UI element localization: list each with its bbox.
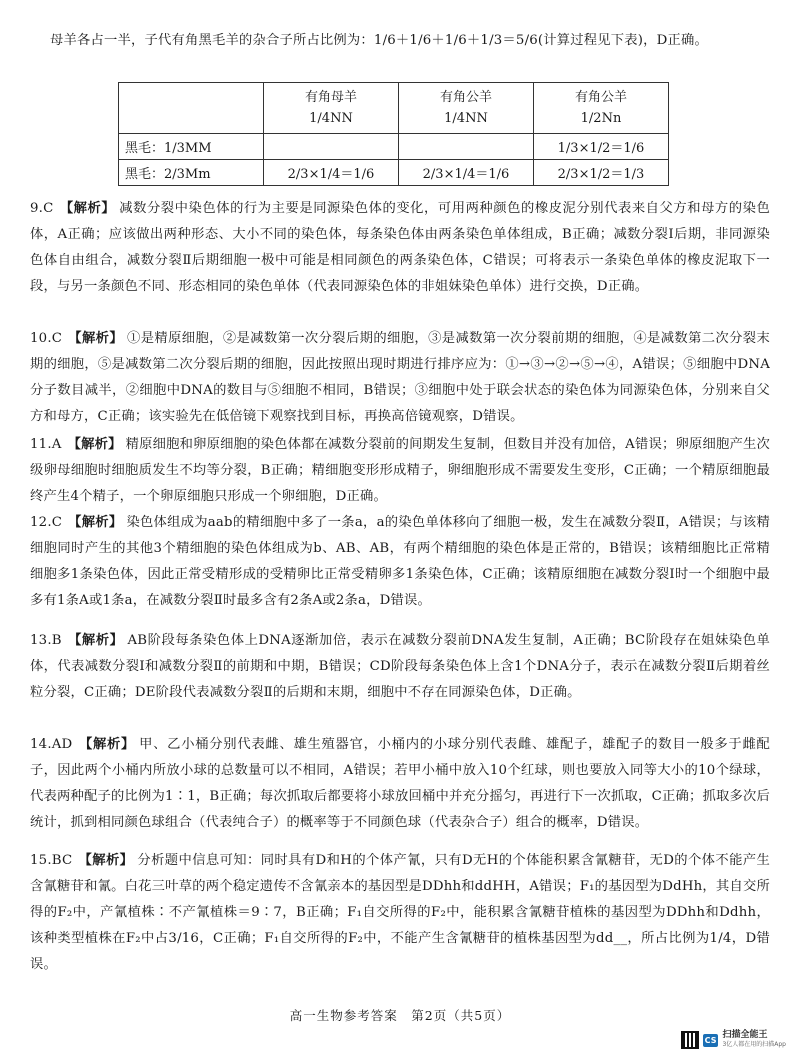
table-cell (264, 134, 399, 160)
analysis-tag: 【解析】 (68, 515, 123, 530)
item-text: 精原细胞和卵原细胞的染色体都在减数分裂前的间期发生复制，但数目并没有加倍，A错误；卵原细胞产生次级卵母细胞时细胞质发生不均等分裂，B正确；精细胞变形形成精子，卵细胞形成不需要发生变形，C正确；一个精原细胞最终产生4个精子，一个卵原细胞只形成一个卵细胞，D正确。 (30, 437, 770, 504)
item-answer: C (43, 201, 54, 216)
table-header-cell (264, 83, 399, 134)
item-answer: C (51, 331, 63, 346)
table-cell: 1/3×1/2＝1/6 (534, 134, 669, 160)
scanner-watermark (681, 1030, 786, 1050)
table-row-label: 黑毛：1/3MM (119, 134, 264, 160)
answer-item-15 (30, 848, 770, 978)
item-number: 9. (30, 201, 44, 216)
header-text: 有角公羊 1/2Nn (574, 90, 627, 126)
analysis-tag: 【解析】 (68, 331, 124, 346)
answer-item-10 (30, 326, 770, 430)
analysis-tag: 【解析】 (67, 437, 122, 452)
answer-item-13 (30, 628, 770, 706)
answer-item-11 (30, 432, 770, 510)
analysis-tag: 【解析】 (67, 633, 124, 648)
item-answer: B (51, 633, 62, 648)
camscanner-logo-icon: CS (704, 1035, 717, 1045)
item-number: 12. (30, 515, 52, 530)
table-header-row (119, 83, 669, 134)
item-text: ①是精原细胞，②是减数第一次分裂后期的细胞，③是减数第一次分裂前期的细胞，④是减数第二次分裂末期的细胞，⑤是减数第二次分裂后期的细胞，因此按照出现时期进行排序应为：①→③→②→⑤→④，A错误；⑤细胞中DNA分子数目减半，②细胞中DNA的数目与⑤细胞不相同，B错误；③细胞中处于联会状态的染色体为同源染色体，分别来自父方和母方，C正确；该实验先在低倍镜下观察找到目标，再换高倍镜观察，D错误。 (30, 331, 770, 424)
table-row-label: 黑毛：2/3Mm (119, 160, 264, 186)
table-header-cell (119, 83, 264, 134)
item-text: AB阶段每条染色体上DNA逐渐加倍，表示在减数分裂前DNA发生复制，A正确；BC阶段存在姐妹染色单体，代表减数分裂Ⅰ和减数分裂Ⅱ的前期和中期，B错误；CD阶段每条染色体上含1个DNA分子，表示在减数分裂Ⅱ后期着丝粒分裂，C正确；DE阶段代表减数分裂Ⅱ的后期和末期，细胞中不存在同源染色体，D正确。 (30, 633, 771, 700)
item-number: 14. (30, 737, 52, 752)
item-number: 11. (30, 437, 52, 452)
calculation-table (118, 82, 669, 186)
item-number: 13. (30, 633, 52, 648)
answer-item-12 (30, 510, 770, 614)
watermark-title: 扫描全能王 (722, 1030, 768, 1040)
analysis-tag: 【解析】 (78, 737, 136, 752)
table-header-cell (399, 83, 534, 134)
table-row (119, 134, 669, 160)
analysis-tag: 【解析】 (78, 853, 134, 868)
item-text: 分析题中信息可知：同时具有D和H的个体产氰，只有D无H的个体能积累含氰糖苷，无D的个体不能产生含氰糖苷和氰。白花三叶草的两个稳定遗传不含氰亲本的基因型是DDhh和ddHH，A错误；F₁的基因型为DdHh，其自交所得的F₂中，产氰植株∶不产氰植株＝9∶7，B正确；F₁自交所得的F₂中，能积累含氰糖苷植株的基因型为DDhh和Ddhh，该种类型植株在F₂中占3/16，C正确；F₁自交所得的F₂中，不能产生含氰糖苷的植株基因型为dd__，所占比例为1/4，D错误。 (30, 853, 770, 972)
qr-code-icon (681, 1031, 699, 1049)
watermark-subtitle: 3亿人都在用的扫描App (722, 1041, 786, 1048)
item-answer: BC (51, 853, 73, 868)
answer-item-14 (30, 732, 770, 836)
item-text: 减数分裂中染色体的行为主要是同源染色体的变化，可用两种颜色的橡皮泥分别代表来自父方和母方的染色体，A正确；应该做出两种形态、大小不同的染色体，每条染色体由两条染色单体组成，B正确；减数分裂Ⅰ后期，非同源染色体自由组合，减数分裂Ⅱ后期细胞一极中可能是相同颜色的两条染色体，C错误；可将表示一条染色单体的橡皮泥取下一段，与另一条颜色不同、形态相同的染色单体（代表同源染色体的非姐妹染色单体）进行交换，D正确。 (30, 201, 770, 294)
item-answer: C (51, 515, 63, 530)
item-answer: AD (51, 737, 73, 752)
table-header-cell (534, 83, 669, 134)
header-text: 有角公羊 1/4NN (439, 90, 492, 126)
intro-paragraph: 母羊各占一半，子代有角黑毛羊的杂合子所占比例为：1/6＋1/6＋1/6＋1/3＝5/6(计算过程见下表)，D正确。 (50, 33, 709, 48)
table-cell (399, 134, 534, 160)
header-text: 有角母羊 1/4NN (304, 90, 357, 126)
table-cell: 2/3×1/2＝1/3 (534, 160, 669, 186)
page-footer: 高一生物参考答案 第2页（共5页） (289, 1008, 511, 1023)
item-text: 染色体组成为aab的精细胞中多了一条a，a的染色单体移向了细胞一极，发生在减数分裂Ⅱ，A错误；与该精细胞同时产生的其他3个精细胞的染色体组成为b、AB、AB，有两个精细胞的染色体是正常的，B错误；该精细胞比正常精细胞多1条染色体，因此正常受精形成的受精卵比正常受精卵多1条染色体，C正确；该精原细胞在减数分裂Ⅰ时一个细胞中最多有1条A或1条a，在减数分裂Ⅱ时最多含有2条A或2条a，D错误。 (30, 515, 770, 608)
table-row (119, 160, 669, 186)
item-answer: A (51, 437, 62, 452)
table-cell: 2/3×1/4＝1/6 (264, 160, 399, 186)
item-number: 15. (30, 853, 52, 868)
watermark-text (722, 1030, 786, 1050)
item-text: 甲、乙小桶分别代表雌、雄生殖器官，小桶内的小球分别代表雌、雄配子，雄配子的数目一般多于雌配子，因此两个小桶内所放小球的总数量可以不相同，A错误；若甲小桶中放入10个红球，则也要放入同等大小的10个绿球，代表两种配子的比例为1∶1，B正确；每次抓取后都要将小球放回桶中并充分摇匀，再进行下一次抓取，C正确；抓取多次后统计，抓到相同颜色球组合（代表纯合子）的概率等于不同颜色球（代表杂合子）组合的概率，D错误。 (30, 737, 770, 830)
analysis-tag: 【解析】 (59, 201, 116, 216)
answer-item-9 (30, 196, 770, 300)
item-number: 10. (30, 331, 52, 346)
table-cell: 2/3×1/4＝1/6 (399, 160, 534, 186)
